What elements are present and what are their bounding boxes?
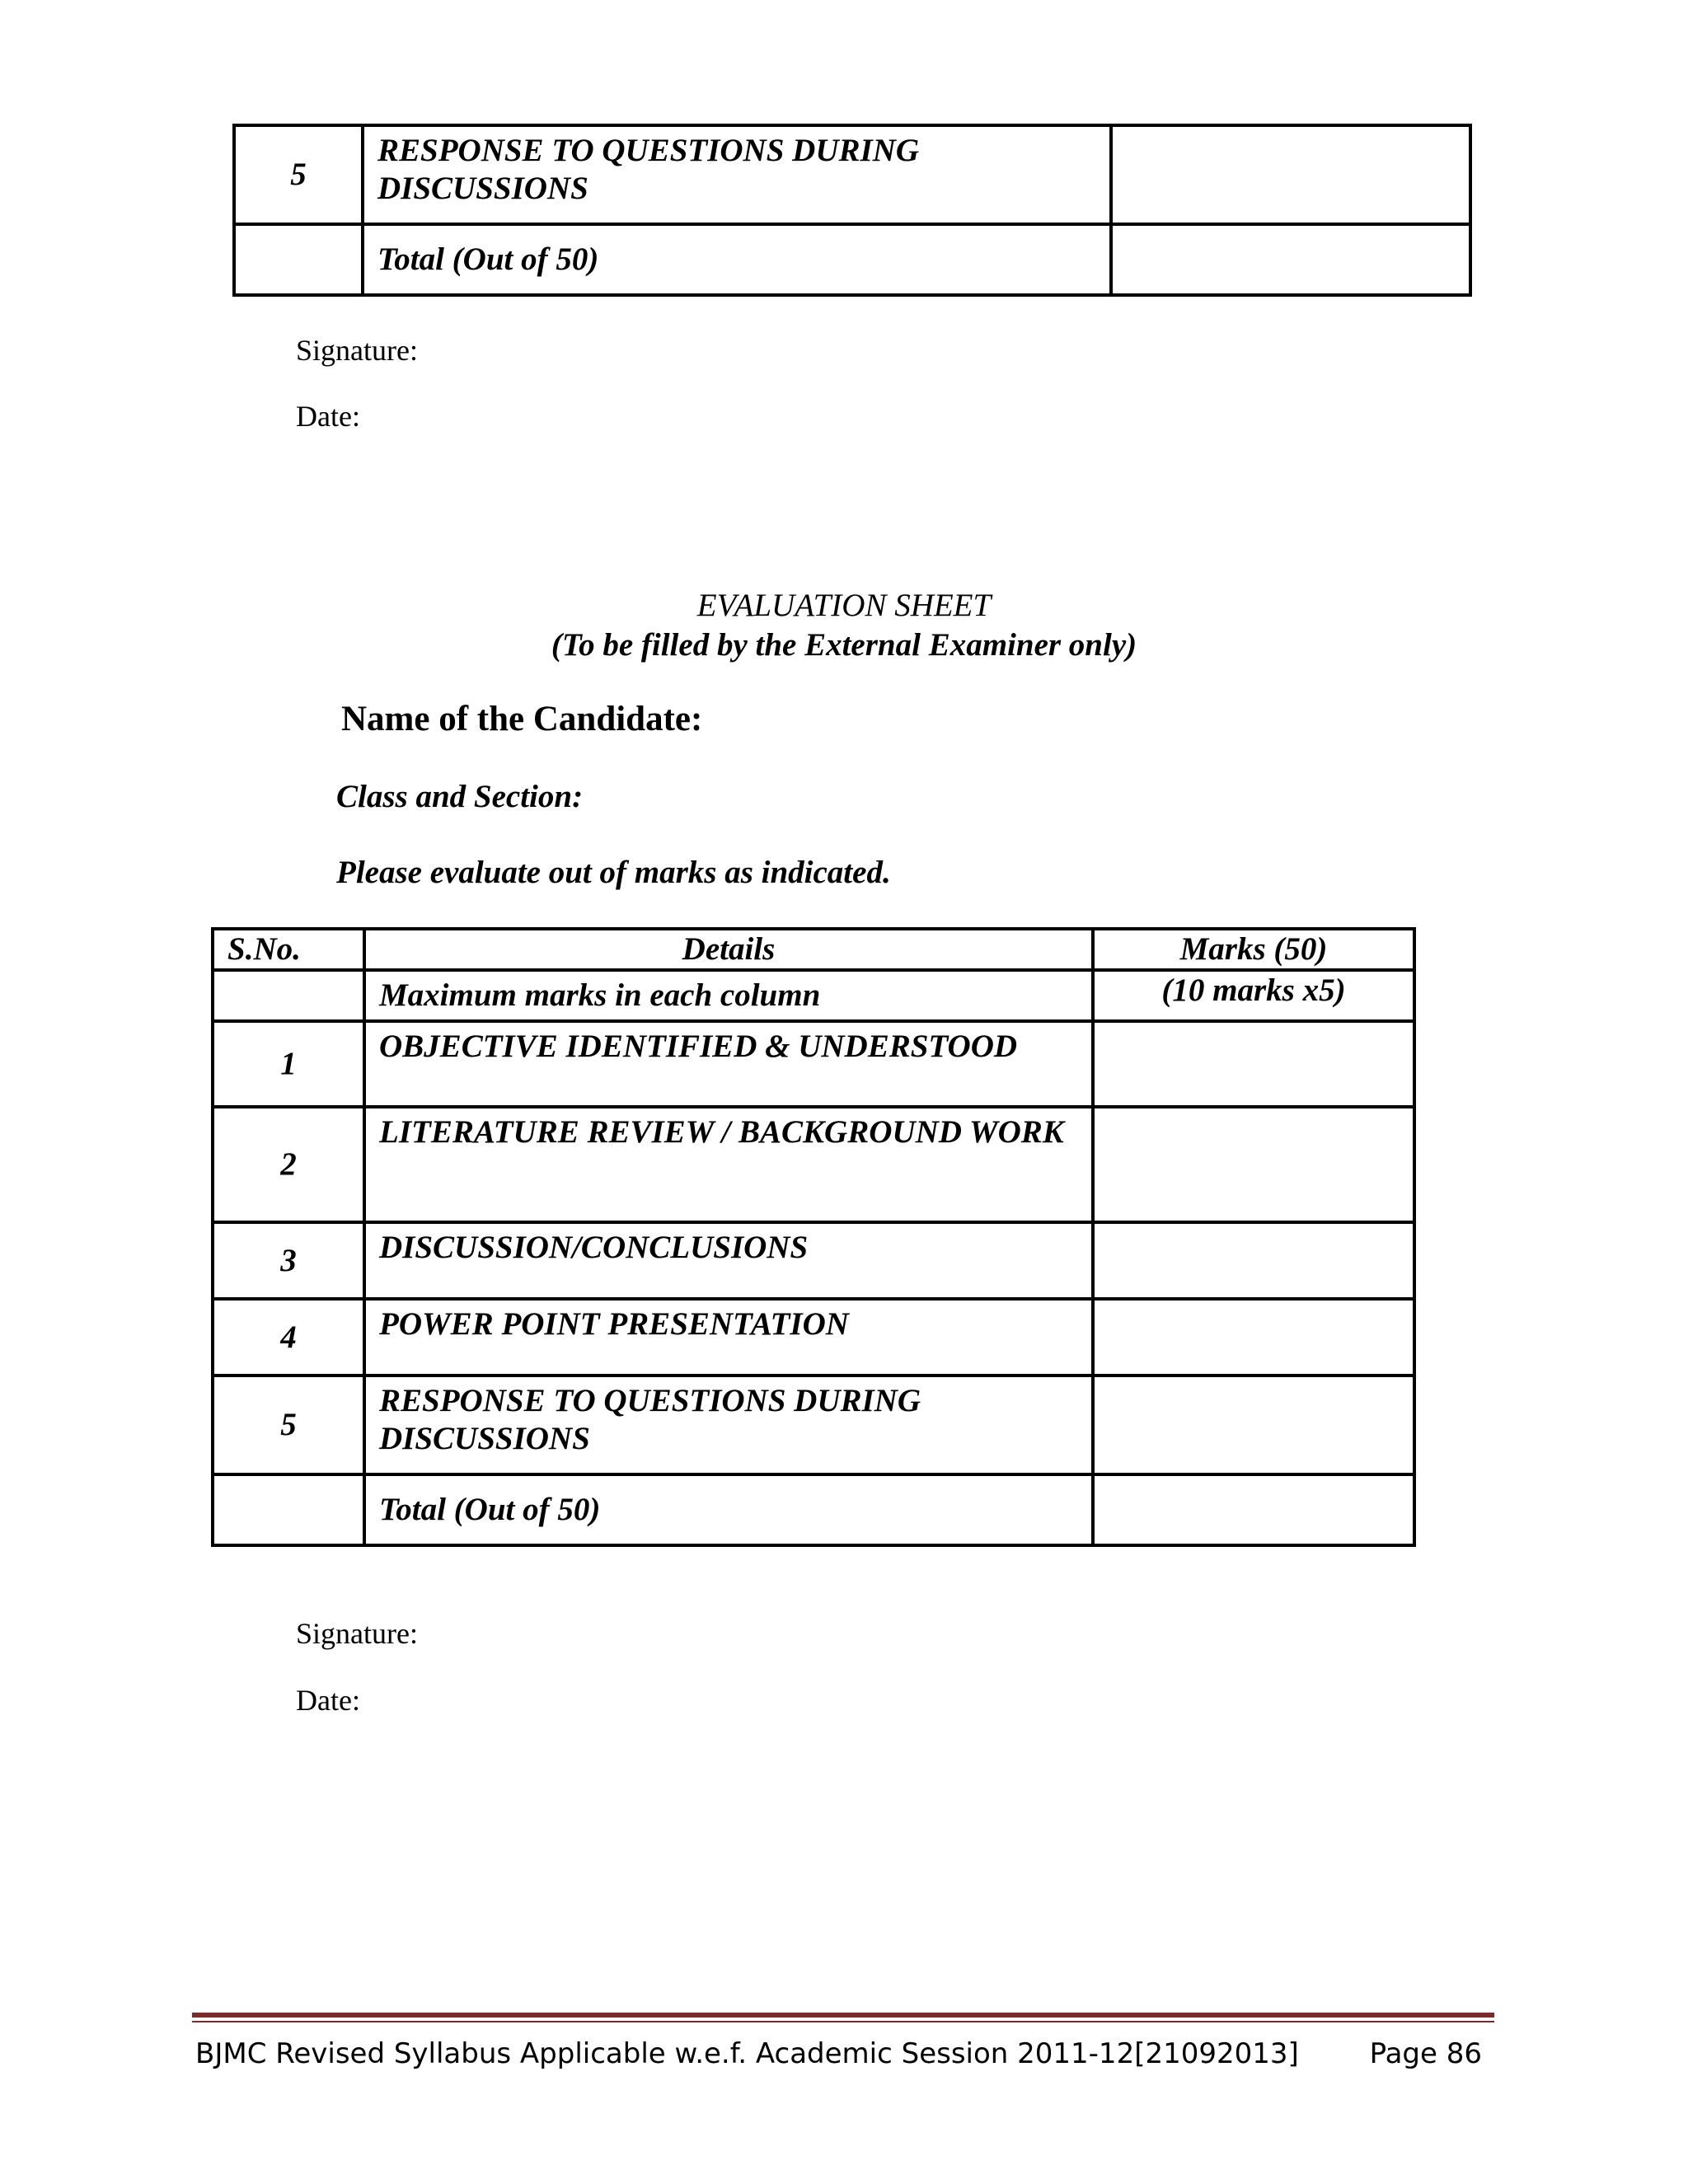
table-row: [213, 1021, 1414, 1107]
max-marks-label: Maximum marks in each column: [364, 970, 1093, 1021]
table-row: [234, 125, 1470, 224]
marks-cell[interactable]: [1093, 1299, 1414, 1376]
table-row: [213, 1107, 1414, 1222]
marks-cell[interactable]: [1111, 224, 1470, 295]
footer-rule: [192, 2013, 1494, 2018]
row-number: 5: [213, 1376, 364, 1474]
marks-header: Marks (50): [1093, 929, 1414, 970]
footer-rule: [192, 2021, 1494, 2022]
table-row: [234, 224, 1470, 295]
date-label: Date:: [296, 1684, 360, 1717]
signature-label: Signature:: [296, 1617, 418, 1650]
row-number: 2: [213, 1107, 364, 1222]
marks-cell[interactable]: [1093, 1222, 1414, 1299]
top-marks-table: [232, 124, 1472, 297]
sno-header: S.No.: [213, 929, 364, 970]
candidate-name-label: Name of the Candidate:: [341, 700, 703, 738]
page-number: Page 86: [1369, 2037, 1482, 2070]
row-detail: OBJECTIVE IDENTIFIED & UNDERSTOOD: [364, 1021, 1093, 1107]
details-header: Details: [364, 929, 1093, 970]
row-detail: POWER POINT PRESENTATION: [364, 1299, 1093, 1376]
row-number: 3: [213, 1222, 364, 1299]
evaluation-title: EVALUATION SHEET: [696, 588, 992, 623]
instruction-text: Please evaluate out of marks as indicated.: [336, 855, 891, 890]
total-row: [213, 1474, 1414, 1545]
row-detail: RESPONSE TO QUESTIONS DURING DISCUSSIONS: [364, 1376, 1093, 1474]
max-marks-value: (10 marks x5): [1093, 970, 1414, 1021]
row-number: [213, 1474, 364, 1545]
marks-cell[interactable]: [1093, 1474, 1414, 1545]
row-number: 4: [213, 1299, 364, 1376]
marks-cell[interactable]: [1093, 1376, 1414, 1474]
header-row: [213, 929, 1414, 970]
marks-cell[interactable]: [1093, 1107, 1414, 1222]
evaluation-table: [211, 927, 1416, 1547]
total-label: Total (Out of 50): [364, 1474, 1093, 1545]
table-row: [213, 1299, 1414, 1376]
row-detail: RESPONSE TO QUESTIONS DURING DISCUSSIONS: [363, 125, 1111, 224]
row-number: [213, 970, 364, 1021]
footer-text: BJMC Revised Syllabus Applicable w.e.f. Academic Session 2011-12[21092013]: [195, 2037, 1299, 2070]
max-marks-row: [213, 970, 1414, 1021]
class-section-label: Class and Section:: [336, 779, 584, 814]
table-row: [213, 1222, 1414, 1299]
row-number: 5: [234, 125, 363, 224]
marks-cell[interactable]: [1093, 1021, 1414, 1107]
marks-cell[interactable]: [1111, 125, 1470, 224]
row-number: 1: [213, 1021, 364, 1107]
date-label: Date:: [296, 400, 360, 433]
row-detail: LITERATURE REVIEW / BACKGROUND WORK: [364, 1107, 1093, 1222]
row-number: [234, 224, 363, 295]
table-row: [213, 1376, 1414, 1474]
signature-label: Signature:: [296, 334, 418, 367]
row-detail: DISCUSSION/CONCLUSIONS: [364, 1222, 1093, 1299]
evaluation-subtitle: (To be filled by the External Examiner only): [551, 627, 1137, 663]
total-label: Total (Out of 50): [363, 224, 1111, 295]
